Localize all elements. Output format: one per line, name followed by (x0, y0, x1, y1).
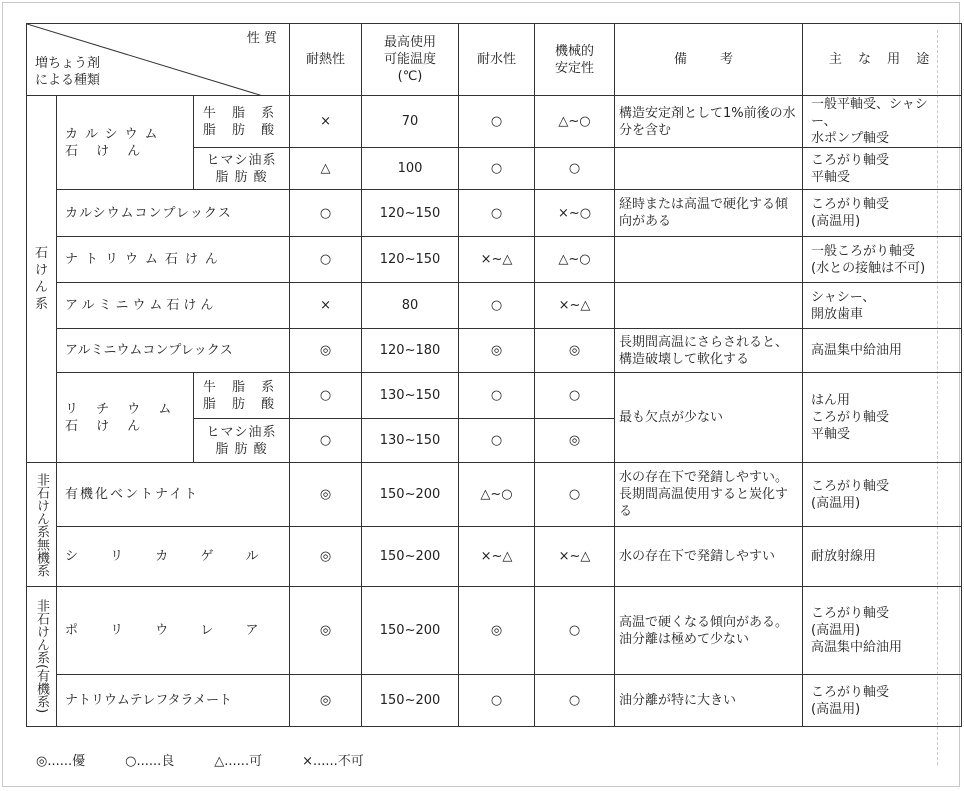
table-row (27, 527, 962, 587)
row-name: ナトリウムテレフタラメート (57, 675, 290, 727)
heat-cell: × (290, 96, 362, 148)
note-cell: 水の存在下で発錆しやすい (615, 527, 803, 587)
temp-cell: 120~150 (362, 190, 459, 237)
mech-header (535, 24, 615, 96)
use-cell: 高温集中給油用 (803, 329, 962, 373)
remarks-header: 備 考 (615, 24, 803, 96)
use-cell: はん用 ころがり軸受 平軸受 (803, 373, 962, 463)
use-cell: 一般平軸受、シャシー、 水ポンプ軸受 (803, 96, 962, 148)
use-cell: ころがり軸受 平軸受 (803, 148, 962, 190)
water-cell: ○ (459, 373, 535, 419)
table-row (27, 237, 962, 283)
row-name: アルミニウムコンプレックス (57, 329, 290, 373)
row-name: リ チ ウ ム 石 け ん (57, 373, 194, 463)
temp-cell: 150~200 (362, 463, 459, 527)
table-row (27, 373, 962, 419)
row-name: ナトリウム石けん (57, 237, 290, 283)
mech-cell: △~○ (535, 96, 615, 148)
max-temp-line1: 最高使用 (384, 35, 437, 50)
table-row (27, 675, 962, 727)
temp-cell: 80 (362, 283, 459, 329)
heat-cell: ○ (290, 419, 362, 463)
heat-cell: ○ (290, 190, 362, 237)
mech-cell: ○ (535, 463, 615, 527)
note-cell: 油分離が特に大きい (615, 675, 803, 727)
note-cell: 長期間高温にさらされると、構造破壊して軟化する (615, 329, 803, 373)
water-cell: ○ (459, 675, 535, 727)
mech-cell: ×~△ (535, 527, 615, 587)
heat-cell: ◎ (290, 675, 362, 727)
water-cell: ○ (459, 419, 535, 463)
note-cell (615, 283, 803, 329)
legend-poor: ×......不可 (302, 754, 364, 769)
thickener-label (35, 55, 100, 89)
row-name: 有機化ベントナイト (57, 463, 290, 527)
mech-cell: ×~○ (535, 190, 615, 237)
temp-cell: 130~150 (362, 419, 459, 463)
note-cell: 最も欠点が少ない (615, 373, 803, 463)
thickener-label-line2: による種類 (35, 73, 101, 88)
heat-cell: ◎ (290, 587, 362, 675)
temp-cell: 150~200 (362, 675, 459, 727)
mech-cell: ○ (535, 148, 615, 190)
water-header: 耐水性 (459, 24, 535, 96)
property-label: 性 質 (246, 31, 278, 46)
water-cell: △~○ (459, 463, 535, 527)
heat-cell: ◎ (290, 329, 362, 373)
use-cell: ころがり軸受 (高温用) (803, 190, 962, 237)
water-cell: ○ (459, 148, 535, 190)
temp-cell: 130~150 (362, 373, 459, 419)
group-nonsoap-inorganic: 非石けん系無機系 (27, 463, 57, 587)
note-cell: 高温で硬くなる傾向がある。油分離は極めて少ない (615, 587, 803, 675)
water-cell: ○ (459, 190, 535, 237)
water-cell: ×~△ (459, 237, 535, 283)
heat-cell: ◎ (290, 527, 362, 587)
mech-cell: ◎ (535, 329, 615, 373)
row-name: カルシウム 石 け ん (57, 96, 194, 190)
row-name: シ リ カ ゲ ル (57, 527, 290, 587)
temp-cell: 150~200 (362, 587, 459, 675)
heat-cell: △ (290, 148, 362, 190)
use-cell: ころがり軸受 (高温用) (803, 463, 962, 527)
heat-cell: ◎ (290, 463, 362, 527)
heat-header: 耐熱性 (290, 24, 362, 96)
mech-cell: ○ (535, 373, 615, 419)
grease-thickener-table (26, 23, 962, 727)
temp-cell: 150~200 (362, 527, 459, 587)
table-row (27, 329, 962, 373)
use-cell: ころがり軸受 (高温用) (803, 675, 962, 727)
thickener-label-line1: 増ちょう剤 (35, 56, 101, 71)
row-name: アルミニウム石けん (57, 283, 290, 329)
max-temp-line3: (℃) (397, 69, 423, 84)
row-subtype: 牛 脂 系 脂 肪 酸 (194, 373, 290, 419)
row-subtype: ヒマシ油系 脂 肪 酸 (194, 419, 290, 463)
mech-line1: 機械的 (555, 43, 595, 59)
row-name: ポ リ ウ レ ア (57, 587, 290, 675)
use-cell: 耐放射線用 (803, 527, 962, 587)
legend-fair: △......可 (214, 754, 263, 769)
use-cell: 一般ころがり軸受 (水との接触は不可) (803, 237, 962, 283)
legend-good: ○......良 (125, 754, 175, 769)
mech-line2: 安定性 (555, 60, 595, 76)
use-cell: シャシー、 開放歯車 (803, 283, 962, 329)
temp-cell: 100 (362, 148, 459, 190)
note-cell: 構造安定剤として1%前後の水分を含む (615, 96, 803, 148)
table-row (27, 587, 962, 675)
mech-cell: ○ (535, 587, 615, 675)
heat-cell: × (290, 283, 362, 329)
row-subtype: 牛 脂 系 脂 肪 酸 (194, 96, 290, 148)
mech-cell: ◎ (535, 419, 615, 463)
water-cell: ○ (459, 283, 535, 329)
rating-legend (36, 750, 364, 769)
uses-header: 主 な 用 途 (803, 24, 962, 96)
diagonal-header-cell (27, 24, 290, 96)
use-cell: ころがり軸受 (高温用) 高温集中給油用 (803, 587, 962, 675)
mech-cell: ○ (535, 675, 615, 727)
note-cell: 経時または高温で硬化する傾向がある (615, 190, 803, 237)
water-cell: ○ (459, 96, 535, 148)
note-cell (615, 237, 803, 283)
mech-cell: △~○ (535, 237, 615, 283)
heat-cell: ○ (290, 373, 362, 419)
row-name: カルシウムコンプレックス (57, 190, 290, 237)
note-cell (615, 148, 803, 190)
note-cell: 水の存在下で発錆しやすい。長期間高温使用すると炭化する (615, 463, 803, 527)
temp-cell: 120~150 (362, 237, 459, 283)
water-cell: ×~△ (459, 527, 535, 587)
temp-cell: 70 (362, 96, 459, 148)
heat-cell: ○ (290, 237, 362, 283)
table-row (27, 96, 962, 148)
water-cell: ◎ (459, 329, 535, 373)
group-soap: 石 け ん 系 (27, 96, 57, 463)
table-row (27, 283, 962, 329)
mech-cell: ×~△ (535, 283, 615, 329)
row-subtype: ヒマシ油系 脂 肪 酸 (194, 148, 290, 190)
max-temp-line2: 可能温度 (384, 52, 437, 67)
group-nonsoap-organic: 非石けん系(有機系) (27, 587, 57, 727)
table-row (27, 190, 962, 237)
legend-excellent: ◎......優 (36, 754, 86, 769)
water-cell: ◎ (459, 587, 535, 675)
temp-cell: 120~180 (362, 329, 459, 373)
table-row (27, 463, 962, 527)
header-row (27, 24, 962, 96)
max-temp-header (362, 24, 459, 96)
